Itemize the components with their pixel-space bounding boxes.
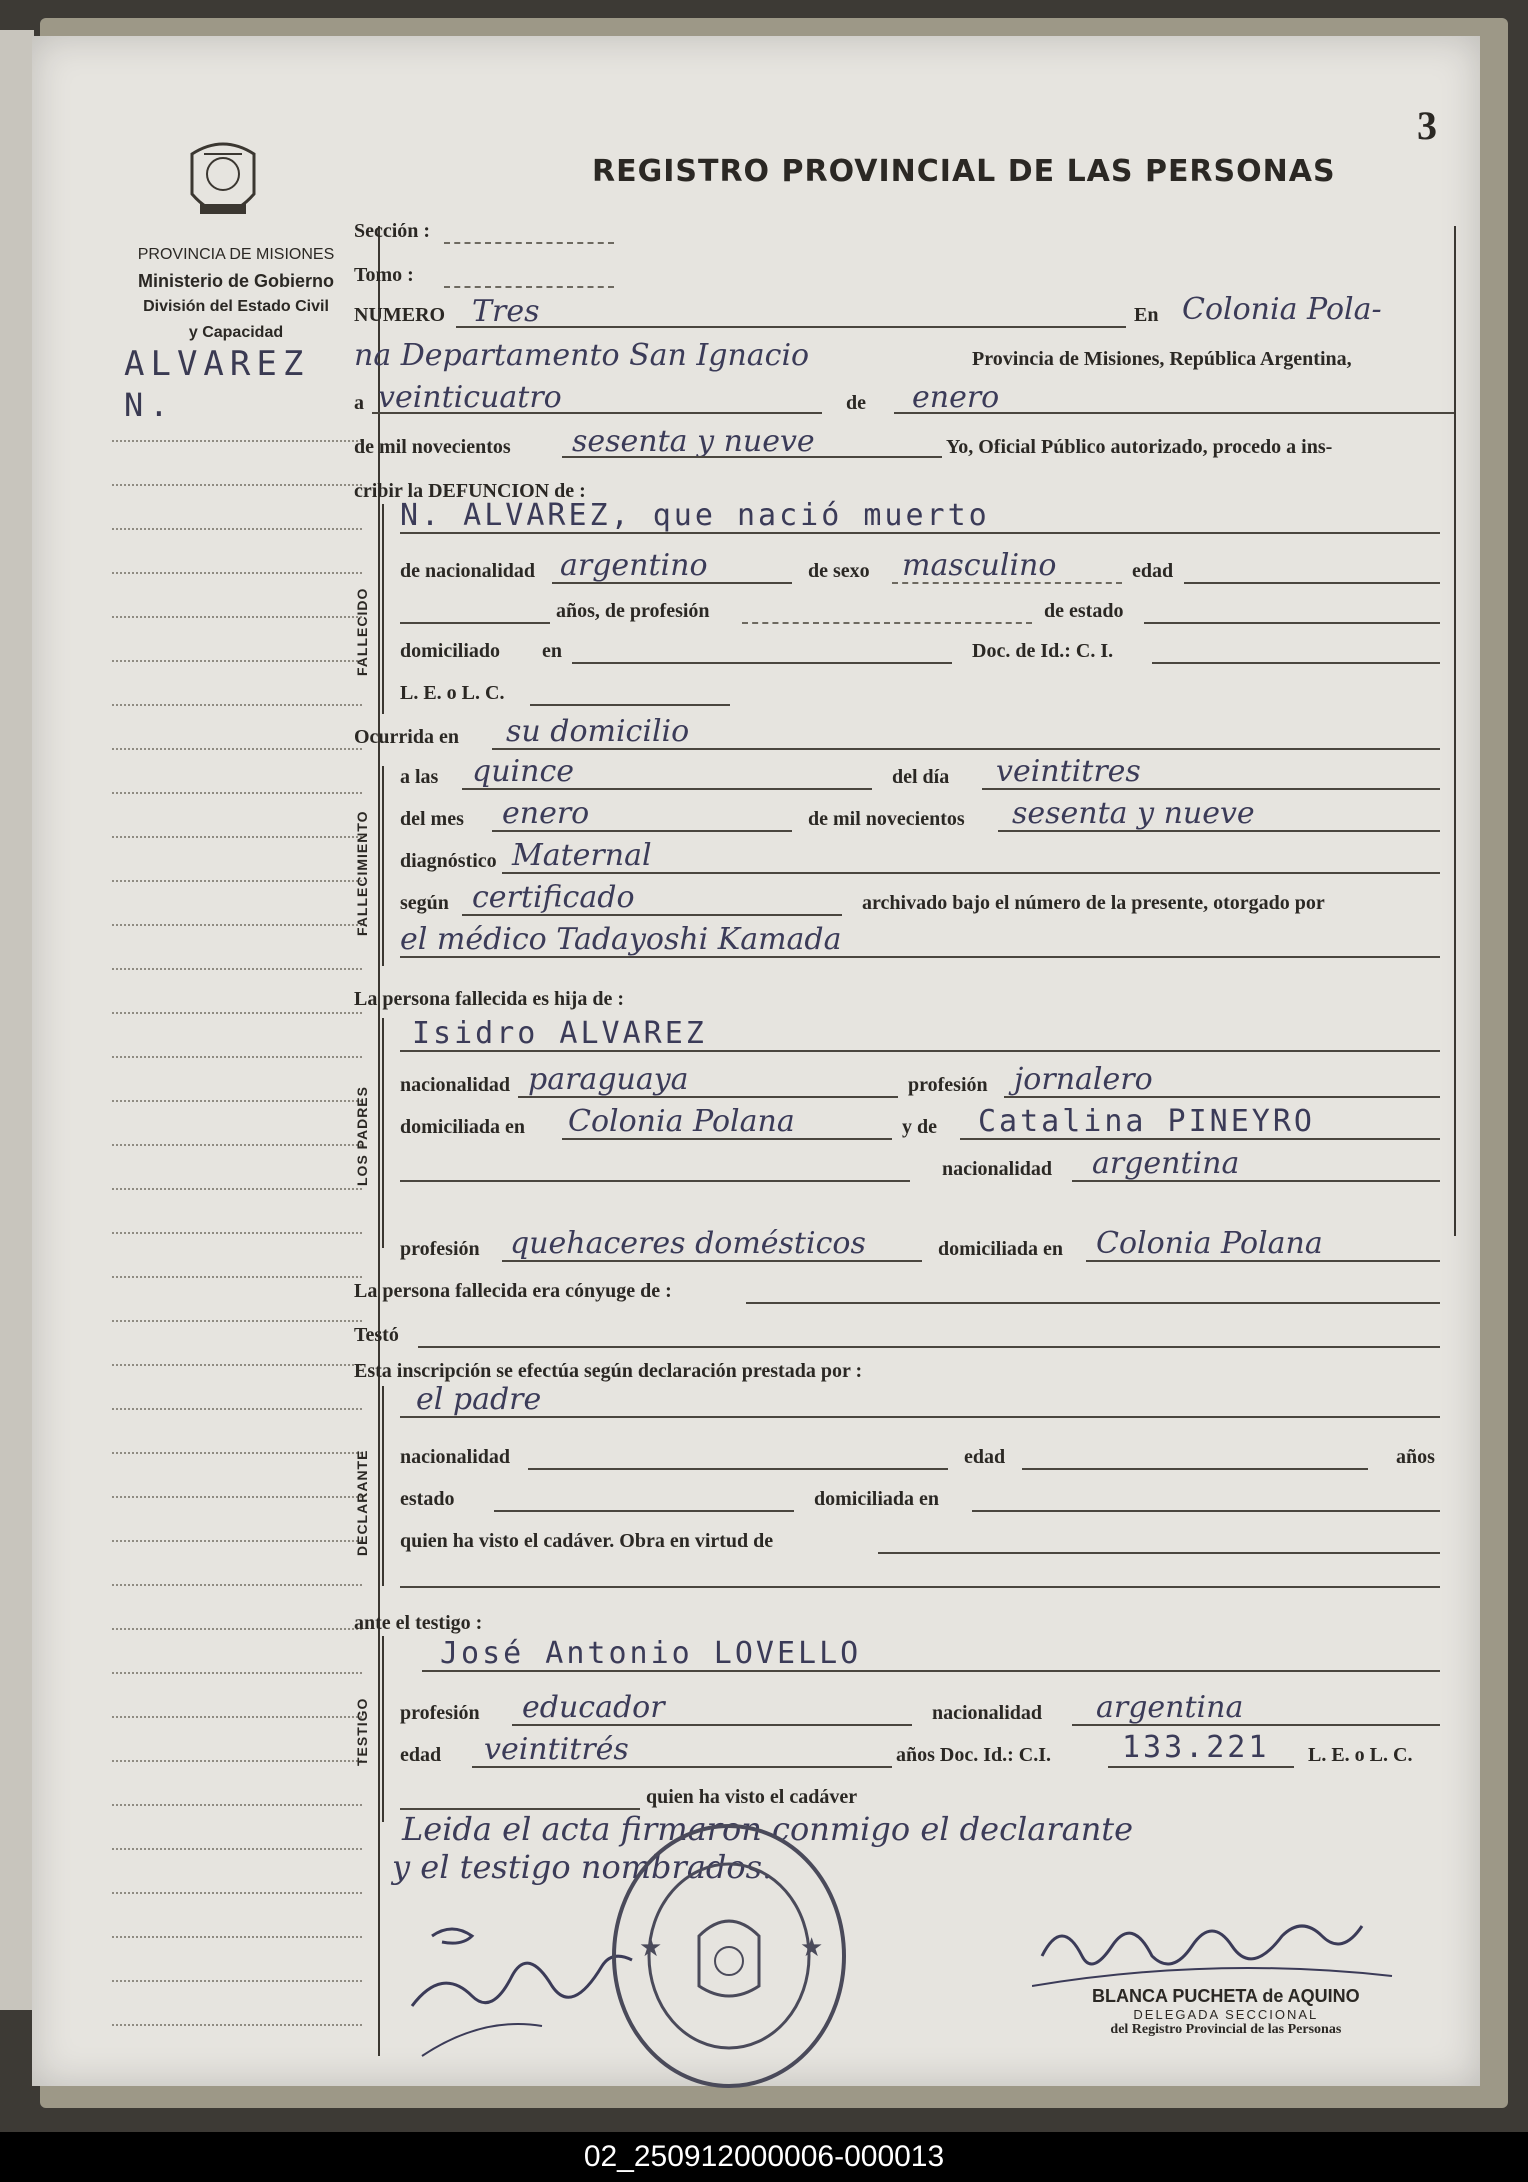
test-ci-line	[1108, 1766, 1294, 1768]
decl-estado-line	[494, 1510, 794, 1512]
fallecimiento-section-label: FALLECIMIENTO	[354, 810, 370, 936]
margin-rule-line	[112, 1892, 362, 1894]
madre-nacionalidad-label: nacionalidad	[942, 1158, 1053, 1180]
margin-rule-line	[112, 1012, 362, 1014]
decl-extra-line	[400, 1586, 1440, 1588]
test-edad-value: veintitrés	[484, 1732, 629, 1767]
capacity-label: y Capacidad	[188, 324, 284, 341]
margin-rule-line	[112, 616, 362, 618]
del-dia-label: del día	[892, 766, 950, 788]
decl-anos-label: años	[1396, 1446, 1435, 1468]
margin-rule-line	[112, 1276, 362, 1278]
test-anos-label: años Doc. Id.: C.I.	[896, 1744, 1052, 1766]
anos-profesion-label: años, de profesión	[556, 600, 710, 622]
test-profesion-line	[512, 1724, 912, 1726]
seccion-line	[444, 242, 614, 244]
madre-value: Catalina PINEYRO	[978, 1104, 1315, 1139]
margin-rule-line	[112, 1980, 362, 1982]
margin-rule-line	[112, 836, 362, 838]
mes-line	[894, 412, 1454, 414]
hora-line	[462, 788, 872, 790]
yo-label: Yo, Oficial Público autorizado, procedo a ins-	[946, 436, 1333, 458]
padre-value: Isidro ALVAREZ	[412, 1016, 707, 1051]
test-cadaver-label: quien ha visto el cadáver	[646, 1786, 858, 1808]
padre-domiciliada-label: domiciliada en	[400, 1116, 526, 1138]
mes-value: enero	[912, 380, 1000, 415]
margin-rule-line	[112, 1848, 362, 1850]
segun-label: según	[400, 892, 449, 914]
official-signature	[1032, 1896, 1412, 1996]
edad-line	[1184, 582, 1440, 584]
ano-fallec-line	[998, 830, 1440, 832]
svg-text:★: ★	[639, 1933, 663, 1963]
de-mil-label: de mil novecientos	[354, 436, 511, 458]
segun-line	[462, 914, 842, 916]
margin-rule-line	[112, 1804, 362, 1806]
division-label: División del Estado Civil	[143, 298, 329, 315]
margin-name: N.	[124, 386, 175, 424]
test-profesion-value: educador	[522, 1690, 665, 1725]
lugar-value-2: na Departamento San Ignacio	[354, 338, 810, 373]
svg-text:★: ★	[800, 1933, 824, 1963]
nacionalidad-value: argentino	[560, 548, 708, 583]
margin-rule-line	[112, 748, 362, 750]
sexo-value: masculino	[902, 548, 1057, 583]
margin-rule-line	[112, 1364, 362, 1366]
hija-label: La persona fallecida es hija de :	[354, 988, 624, 1010]
y-de-label: y de	[902, 1116, 937, 1138]
ocurrida-line	[492, 748, 1440, 750]
margin-surname: ALVAREZ	[124, 344, 310, 384]
tomo-line	[444, 286, 614, 288]
official-role: DELEGADA SECCIONAL	[1133, 2007, 1319, 2022]
doc-id-label: Doc. de Id.: C. I.	[972, 640, 1114, 662]
ano-value: sesenta y nueve	[572, 424, 815, 459]
facing-page-edge	[0, 30, 34, 2010]
de-label: de	[846, 392, 866, 414]
margin-rule-line	[112, 968, 362, 970]
margin-rule-line	[112, 1760, 362, 1762]
sexo-line	[892, 582, 1122, 584]
hora-value: quince	[472, 754, 574, 789]
register-page	[32, 36, 1480, 2086]
margin-rule-line	[112, 1188, 362, 1190]
madre-domicilio-value: Colonia Polana	[1096, 1226, 1323, 1261]
margin-rule-line	[112, 1144, 362, 1146]
testigo-line	[422, 1670, 1440, 1672]
seccion-label: Sección :	[354, 220, 431, 242]
le-lc-line	[530, 704, 730, 706]
padre-domicilio-value: Colonia Polana	[568, 1104, 795, 1139]
edad-cont-line	[400, 622, 550, 624]
medico-value: el médico Tadayoshi Kamada	[400, 922, 842, 957]
archivado-label: archivado bajo el número de la presente, otorgado por	[862, 892, 1325, 914]
test-nacionalidad-value: argentina	[1096, 1690, 1244, 1725]
margin-rule-line	[112, 1716, 362, 1718]
test-nacionalidad-label: nacionalidad	[932, 1702, 1043, 1724]
decl-nacionalidad-line	[528, 1468, 948, 1470]
mes-fallec-line	[492, 830, 792, 832]
test-edad-label: edad	[400, 1744, 442, 1766]
del-mes-label: del mes	[400, 808, 464, 830]
test-edad-line	[472, 1766, 892, 1768]
mes-fallec-value: enero	[502, 796, 590, 831]
page-number: 3	[1417, 103, 1437, 148]
testo-line	[418, 1346, 1440, 1348]
ocurrida-label: Ocurrida en	[354, 726, 459, 748]
padres-section-label: LOS PADRES	[354, 1086, 370, 1186]
test-ci-value: 133.221	[1122, 1730, 1270, 1765]
en-label: En	[1134, 304, 1159, 326]
margin-rule-line	[112, 880, 362, 882]
conyuge-label: La persona fallecida era cónyuge de :	[354, 1280, 672, 1302]
margin-rule-line	[112, 1628, 362, 1630]
margin-rule-line	[112, 924, 362, 926]
dia-fallec-line	[982, 788, 1440, 790]
declarante-bar	[382, 1386, 384, 1586]
right-border	[1454, 226, 1456, 1236]
margin-rule-line	[112, 528, 362, 530]
madre-cont-line	[400, 1180, 910, 1182]
decl-domiciliada-line	[972, 1510, 1440, 1512]
a-las-label: a las	[400, 766, 439, 788]
declarante-value: el padre	[416, 1382, 542, 1417]
fallecido-name-value: N. ALVAREZ, que nació muerto	[400, 498, 990, 533]
diagnostico-value: Maternal	[512, 838, 652, 873]
profesion-line	[742, 622, 1032, 624]
ocurrida-value: su domicilio	[506, 714, 690, 749]
madre-profesion-value: quehaceres domésticos	[510, 1226, 866, 1261]
margin-rule-line	[112, 572, 362, 574]
margin-rule-line	[112, 660, 362, 662]
padre-profesion-label: profesión	[908, 1074, 988, 1096]
domicilio-line	[572, 662, 952, 664]
estado-line	[1144, 622, 1440, 624]
declarante-line	[400, 1416, 1440, 1418]
margin-rule-line	[112, 792, 362, 794]
numero-line	[456, 326, 1126, 328]
padres-bar	[382, 1018, 384, 1248]
en-domicilio-label: en	[542, 640, 562, 662]
a-label: a	[354, 392, 364, 414]
padre-line	[400, 1050, 1440, 1052]
decl-estado-label: estado	[400, 1488, 455, 1510]
le-lc-label: L. E. o L. C.	[400, 682, 505, 704]
madre-domiciliada-label: domiciliada en	[938, 1238, 1064, 1260]
margin-rule-line	[112, 440, 362, 442]
numero-value: Tres	[472, 294, 540, 329]
margin-rule-line	[112, 1452, 362, 1454]
nacionalidad-line	[552, 582, 792, 584]
padre-nacionalidad-line	[518, 1096, 898, 1098]
margin-rule-line	[112, 1100, 362, 1102]
inscripcion-label: Esta inscripción se efectúa según declaración prestada por :	[354, 1360, 863, 1382]
margin-rule-line	[112, 1540, 362, 1542]
ministry-heading	[96, 242, 376, 346]
leido-line-1: Leida el acta firmaron conmigo el declarante	[402, 1810, 1134, 1848]
fallecimiento-bar	[382, 766, 384, 966]
testigo-bar	[382, 1636, 384, 1822]
fallecido-bar	[382, 504, 384, 714]
registry-stamp-icon	[604, 1816, 854, 2096]
provincial-seal-icon	[182, 134, 264, 230]
ano-line	[562, 456, 942, 458]
margin-rule-line	[112, 2024, 362, 2026]
fallecido-name-line	[400, 532, 1440, 534]
padre-profesion-value: jornalero	[1014, 1062, 1153, 1097]
margin-rule-line	[112, 1584, 362, 1586]
page-title: REGISTRO PROVINCIAL DE LAS PERSONAS	[592, 154, 1336, 189]
de-sexo-label: de sexo	[808, 560, 870, 582]
margin-rule-line	[112, 1408, 362, 1410]
edad-label: edad	[1132, 560, 1174, 582]
padre-profesion-line	[1004, 1096, 1440, 1098]
image-identifier: 02_250912000006-000013	[0, 2132, 1528, 2182]
margin-rule-line	[112, 1320, 362, 1322]
de-estado-label: de estado	[1044, 600, 1124, 622]
cribir-label: cribir la DEFUNCION de :	[354, 480, 586, 502]
province-label: PROVINCIA DE MISIONES	[137, 246, 335, 263]
madre-profesion-label: profesión	[400, 1238, 480, 1260]
ante-testigo-label: ante el testigo :	[354, 1612, 483, 1634]
tomo-label: Tomo :	[354, 264, 414, 286]
test-profesion-label: profesión	[400, 1702, 480, 1724]
numero-label: NUMERO	[354, 304, 446, 326]
ministry-label: Ministerio de Gobierno	[137, 271, 334, 291]
madre-nacionalidad-line	[1072, 1180, 1440, 1182]
decl-domiciliada-label: domiciliada en	[814, 1488, 940, 1510]
dia-line	[372, 412, 822, 414]
madre-domicilio-line	[1086, 1260, 1440, 1262]
padre-nacionalidad-value: paraguaya	[528, 1062, 689, 1097]
diagnostico-label: diagnóstico	[400, 850, 497, 872]
padre-domicilio-line	[562, 1138, 892, 1140]
test-le-label: L. E. o L. C.	[1308, 1744, 1413, 1766]
segun-value: certificado	[472, 880, 635, 915]
ano-fallec-value: sesenta y nueve	[1012, 796, 1255, 831]
diagnostico-line	[502, 872, 1440, 874]
domiciliado-label: domiciliado	[400, 640, 501, 662]
madre-line	[960, 1138, 1440, 1140]
margin-rule-line	[112, 1936, 362, 1938]
de-nacionalidad-label: de nacionalidad	[400, 560, 536, 582]
margin-rule-line	[112, 704, 362, 706]
official-signature-block	[1092, 1986, 1360, 2038]
madre-nacionalidad-value: argentina	[1092, 1146, 1240, 1181]
decl-cadaver-line	[878, 1552, 1440, 1554]
de-mil-fallec-label: de mil novecientos	[808, 808, 965, 830]
declarante-section-label: DECLARANTE	[354, 1449, 370, 1556]
testigo-value: José Antonio LOVELLO	[440, 1636, 862, 1671]
official-office: del Registro Provincial de las Personas	[1110, 2022, 1342, 2037]
dia-value: veinticuatro	[378, 380, 562, 415]
margin-rule-line	[112, 1056, 362, 1058]
decl-nacionalidad-label: nacionalidad	[400, 1446, 511, 1468]
test-nacionalidad-line	[1072, 1724, 1440, 1726]
testigo-section-label: TESTIGO	[354, 1697, 370, 1766]
margin-rule-line	[112, 1232, 362, 1234]
margin-rule-line	[112, 1496, 362, 1498]
official-name: BLANCA PUCHETA de AQUINO	[1092, 1986, 1360, 2006]
doc-id-line	[1152, 662, 1440, 664]
padre-nacionalidad-label: nacionalidad	[400, 1074, 511, 1096]
decl-cadaver-label: quien ha visto el cadáver. Obra en virtud de	[400, 1530, 774, 1552]
madre-profesion-line	[502, 1260, 922, 1262]
margin-rule-line	[112, 1672, 362, 1674]
decl-edad-label: edad	[964, 1446, 1006, 1468]
dia-fallec-value: veintitres	[996, 754, 1141, 789]
fallecido-section-label: FALLECIDO	[354, 587, 370, 676]
medico-line	[400, 956, 1440, 958]
decl-edad-line	[1022, 1468, 1368, 1470]
provincia-label: Provincia de Misiones, República Argentina,	[972, 348, 1352, 370]
conyuge-line	[746, 1302, 1440, 1304]
testo-label: Testó	[354, 1324, 399, 1346]
lugar-value-1: Colonia Pola-	[1182, 292, 1382, 327]
leido-line-2: y el testigo nombrados.	[392, 1848, 773, 1886]
margin-rule-line	[112, 484, 362, 486]
